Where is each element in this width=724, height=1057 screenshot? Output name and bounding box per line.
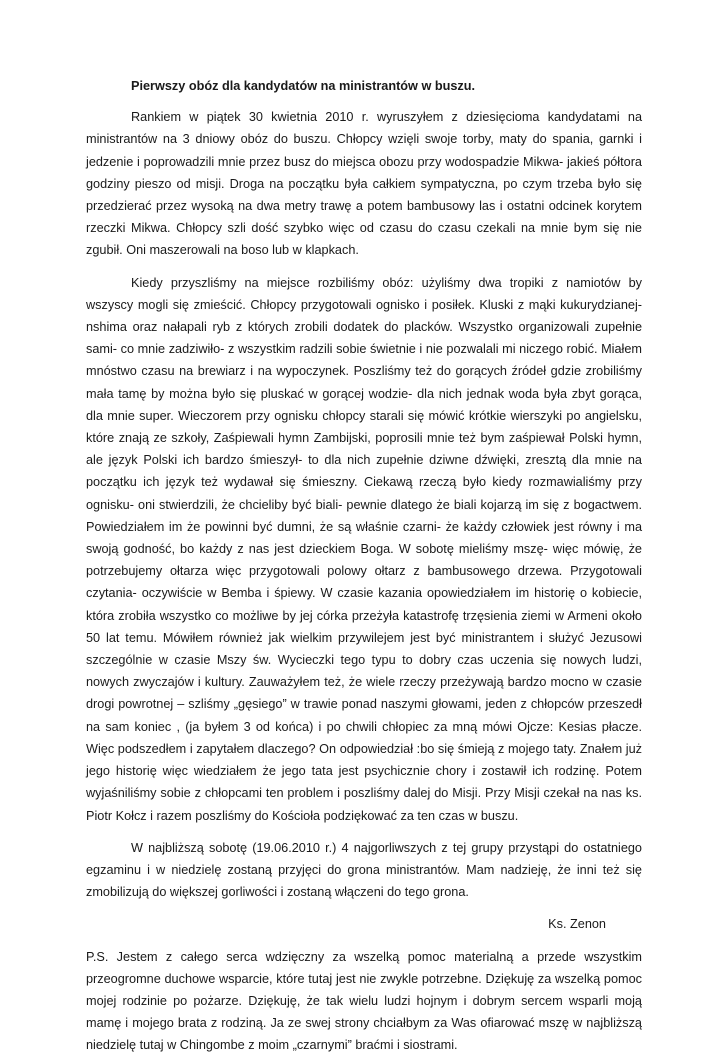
postscript: P.S. Jestem z całego serca wdzięczny za wszelką pomoc materialną a przede wszystkim przeogromne duchowe wsparcie, które tutaj jest nie zwykle potrzebne. Dziękuję za wszelką pomoc mojej rodzinie po pożarze. Dziękuję, że tak wielu ludzi hojnym i dobrym sercem wsparli moją mamę i mojego brata z rodziną. Ja ze swej strony chciałbym za Was ofiarować mszę w najbliższą niedzielę tutaj w Chingombe z moim „czarnymi” braćmi i siostrami. <box>86 949 642 1053</box>
paragraph-departure: Rankiem w piątek 30 kwietnia 2010 r. wyruszyłem z dziesięcioma kandydatami na ministrantów na 3 dniowy obóz do buszu. Chłopcy wzięli swoje torby, maty do spania, garnki i jedzenie i poprowadzili mnie przez busz do miejsca obozu przy wodospadzie Mikwa- jakieś półtora godziny pieszo od misji. Droga na początku była całkiem sympatyczna, po czym trzeba było się przedzierać przez wysoką na dwa metry trawę a potem bambusowy las i ostatni odcinek korytem rzeczki Mikwa. Chłopcy szli dość szybko więc od czasu do czasu czekali na mnie bym się nie zgubił. Oni maszerowali na boso lub w klapkach. <box>86 110 642 258</box>
signature: Ks. Zenon <box>548 917 606 932</box>
paragraph-camp: Kiedy przyszliśmy na miejsce rozbiliśmy obóz: użyliśmy dwa tropiki z namiotów by wszyscy mogli się zmieścić. Chłopcy przygotowali ognisko i posiłek. Kluski z mąki kukurydzianej- nshima oraz nałapali ryb z których zrobili dodatek do placków. Wszystko organizowali zupełnie sami- co mnie zadziwiło- z wszystkim radzili sobie świetnie i nie pozwalali mi niczego robić. Miałem mnóstwo czasu na brewiarz i na wypoczynek. Poszliśmy też do gorących źródeł gdzie zrobiliśmy mała tamę by można było się pluskać w gorącej wodzie- dla nich jednak woda była zbyt gorąca, dla mnie super. Wieczorem przy ognisku chłopcy starali się mówić krótkie wierszyki po angielsku, które znają ze szkoły, Zaśpiewali hymn Zambijski, poprosili mnie też bym zaśpiewał Polski hymn, ale język Polski ich bardzo śmieszył- to dla nich zupełnie dziwne dźwięki, zresztą dla mnie na początku ich język też wydawał się śmieszny. Ciekawą rzeczą było kiedy rozmawialiśmy przy ognisku- oni stwierdzili, że chcieliby być biali- pewnie dlatego że biali kojarzą im się z bogactwem. Powiedziałem im że powinni być dumni, że są właśnie czarni- że każdy człowiek jest równy i ma swoją godność, bo każdy z nas jest dzieckiem Boga. W sobotę mieliśmy mszę- więc mówię, że potrzebujemy ołtarza więc przygotowali polowy ołtarz z bambusowego drzewa. Przygotowali czytania- oczywiście w Bemba i śpiewy. W czasie kazania opowiedziałem im historię o kobiecie, która zrobiła wszystko co możliwe by jej córka przeżyła katastrofę trzęsienia ziemi w Armeni około 50 lat temu. Mówiłem również jak wielkim przywilejem jest być ministrantem i służyć Jezusowi szczególnie w czasie Mszy św. Wycieczki tego typu to dobry czas uczenia się nowych ludzi, nowych zwyczajów i kultury. Zauważyłem też, że wiele rzeczy przeżywają bardzo mocno w czasie drogi powrotnej – szliśmy „gęsiego” w trawie ponad naszymi głowami, jeden z chłopców przeszedł na sam koniec , (ja byłem 3 od końca) i po chwili chłopiec za mną mówi Ojcze: Kesias płacze. Więc podszedłem i zapytałem dlaczego? On odpowiedział :bo się śmieją z mojego taty. Znałem już jego historię więc wiedziałem że jego tata jest psychicznie chory i zostawił ich rodzinę. Potem wyjaśniliśmy sobie z chłopcami ten problem i poszliśmy dalej do Misji. Przy Misji czekał na nas ks. Piotr Kołcz i razem poszliśmy do Kościoła podziękować za ten czas w buszu. <box>86 275 642 823</box>
document-title: Pierwszy obóz dla kandydatów na ministrantów w buszu. <box>131 79 476 93</box>
paragraph-exam: W najbliższą sobotę (19.06.2010 r.) 4 najgorliwszych z tej grupy przystąpi do ostatniego egzaminu i w niedzielę zostaną przyjęci do grona ministrantów. Mam nadzieję, że inni też się zmobilizują do większej gorliwości i zostaną włączeni do tego grona. <box>86 840 642 900</box>
